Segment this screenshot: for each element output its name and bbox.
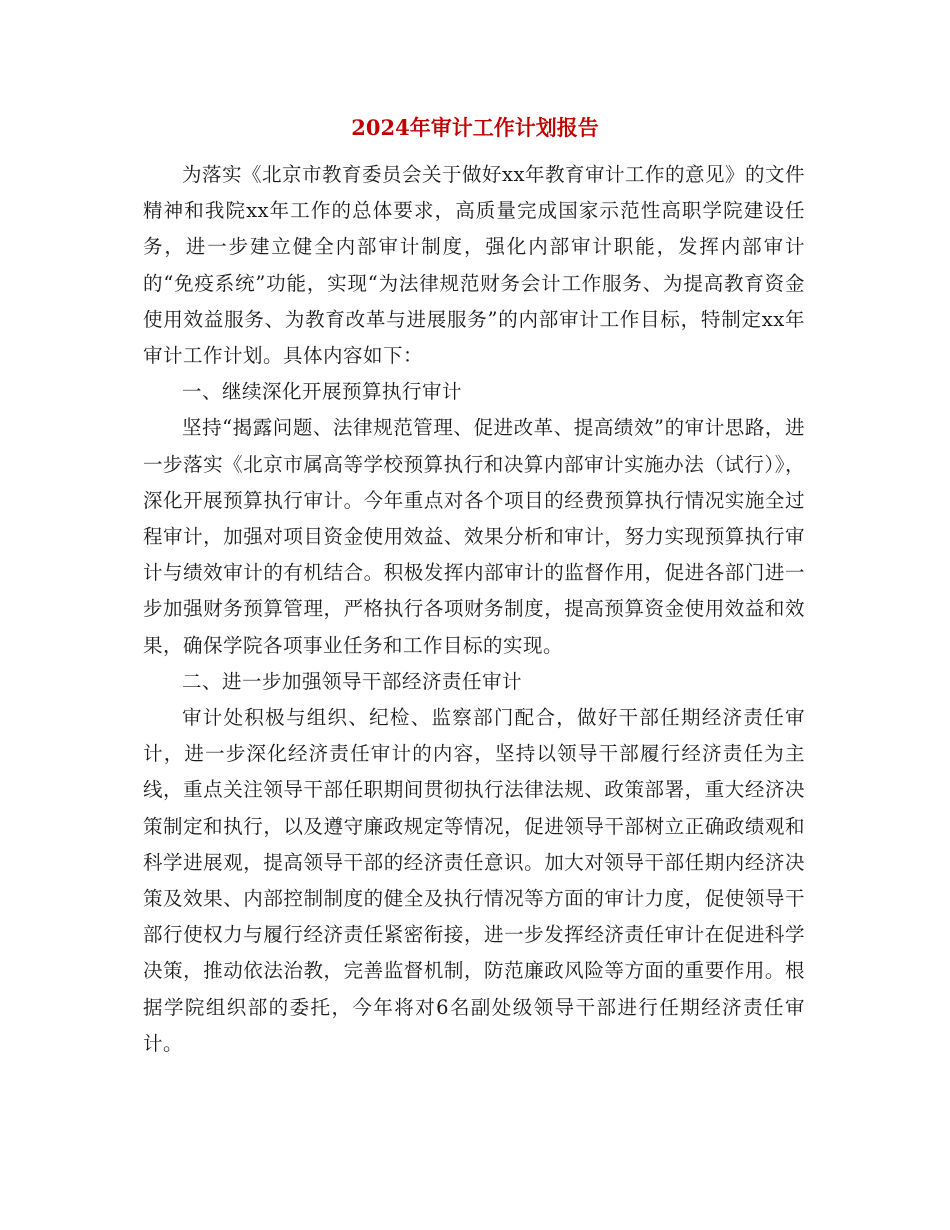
page-title: 2024年审计工作计划报告	[351, 115, 599, 140]
section-heading-2: 二、进一步加强领导干部经济责任审计	[182, 669, 523, 693]
document-body	[143, 157, 805, 1062]
section-heading-1: 一、继续深化开展预算执行审计	[182, 380, 463, 404]
section-2-paragraph: 审计处积极与组织、纪检、监察部门配合，做好干部任期经济责任审计，进一步深化经济责任审计的内容，坚持以领导干部履行经济责任为主线，重点关注领导干部任职期间贯彻执行法律法规、政策部署，重大经济决策制定和执行，以及遵守廉政规定等情况，促进领导干部树立正确政绩观和科学进展观，提高领导干部的经济责任意识。加大对领导干部任期内经济决策及效果、内部控制制度的健全及执行情况等方面的审计力度，促使领导干部行使权力与履行经济责任紧密衔接，进一步发挥经济责任审计在促进科学决策，推动依法治教，完善监督机制，防范廉政风险等方面的重要作用。根据学院组织部的委托，今年将对6名副处级领导干部进行任期经济责任审计。	[143, 706, 805, 1055]
section-1-paragraph: 坚持“揭露问题、法律规范管理、促进改革、提高绩效”的审计思路，进一步落实《北京市属高等学校预算执行和决算内部审计实施办法（试行）》，深化开展预算执行审计。今年重点对各个项目的经费预算执行情况实施全过程审计，加强对项目资金使用效益、效果分析和审计，努力实现预算执行审计与绩效审计的有机结合。积极发挥内部审计的监督作用，促进各部门进一步加强财务预算管理，严格执行各项财务制度，提高预算资金使用效益和效果，确保学院各项事业任务和工作目标的实现。	[143, 416, 805, 657]
intro-paragraph: 为落实《北京市教育委员会关于做好xx年教育审计工作的意见》的文件精神和我院xx年工作的总体要求，高质量完成国家示范性高职学院建设任务，进一步建立健全内部审计制度，强化内部审计职能，发挥内部审计的“免疫系统”功能，实现“为法律规范财务会计工作服务、为提高教育资金使用效益服务、为教育改革与进展服务”的内部审计工作目标，特制定xx年审计工作计划。具体内容如下：	[143, 163, 805, 368]
